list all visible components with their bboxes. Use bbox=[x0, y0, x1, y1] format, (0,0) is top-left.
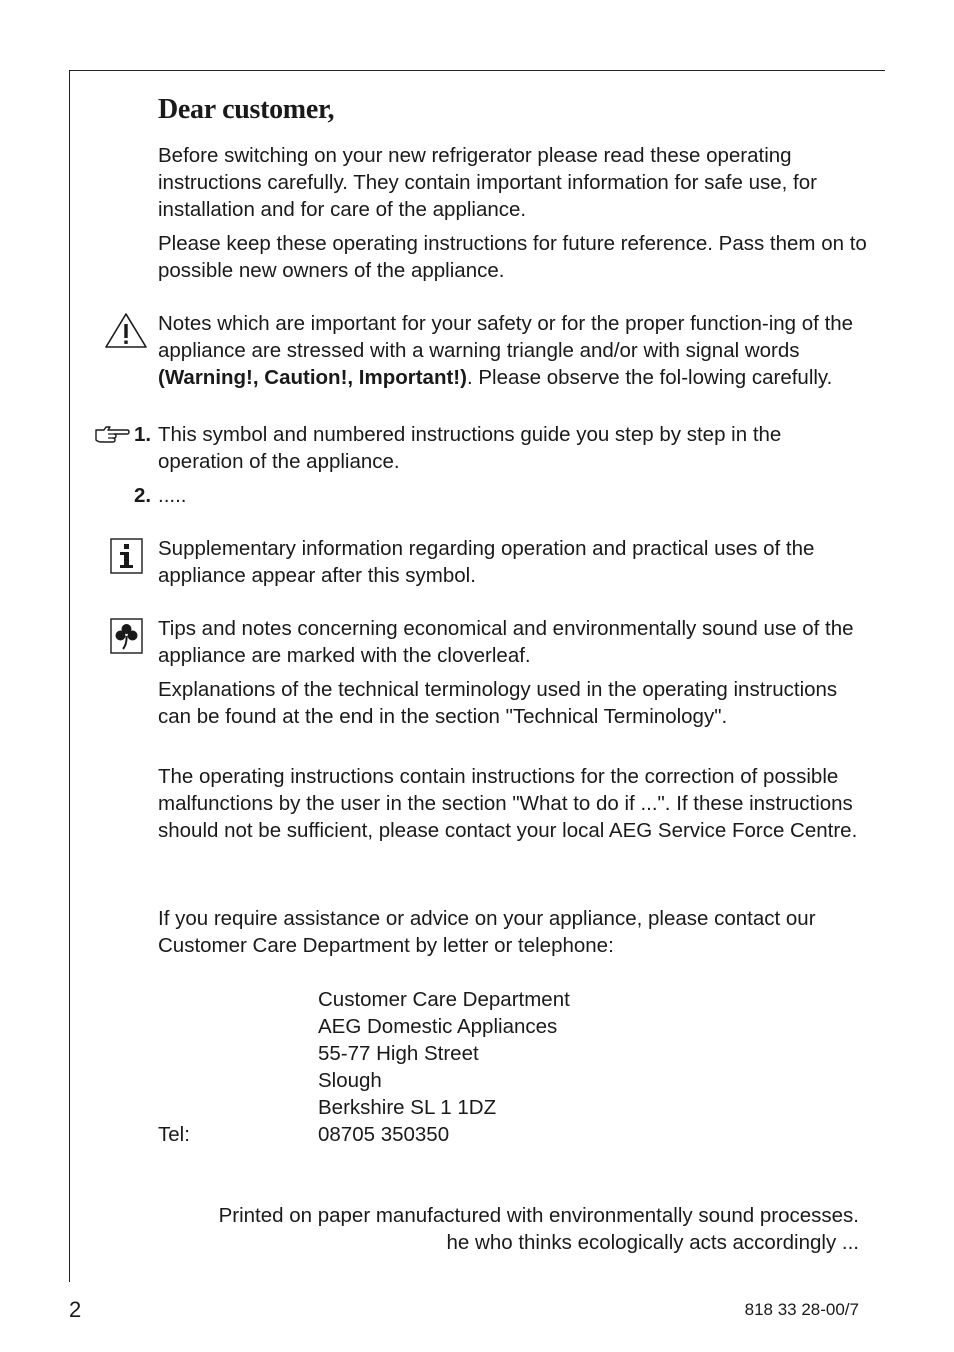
step-1-number: 1. bbox=[134, 423, 152, 446]
tel-label: Tel: bbox=[158, 1123, 190, 1146]
step-1-text: This symbol and numbered instructions guide you step by step in the operation of the appliance. bbox=[158, 423, 782, 473]
intro-paragraph-2: Please keep these operating instructions for future reference. Pass them on to possible new owners of the appliance. bbox=[158, 232, 867, 282]
eco-paragraph: Tips and notes concerning economical and environmentally sound use of the appliance are marked with the cloverleaf. bbox=[158, 617, 854, 667]
document-code: 818 33 28-00/7 bbox=[744, 1300, 859, 1319]
terminology-paragraph: Explanations of the technical terminology used in the operating instructions can be found at the end in the section "Technical Terminology". bbox=[158, 678, 838, 728]
left-rule bbox=[69, 70, 70, 1282]
cloverleaf-icon bbox=[110, 618, 143, 659]
step-2-number: 2. bbox=[134, 484, 152, 507]
address-line-3: 55-77 High Street bbox=[318, 1042, 479, 1065]
intro-paragraph-1: Before switching on your new refrigerator please read these operating instructions carefully. They contain important information for safe use, for installation and for care of the appliance. bbox=[158, 144, 817, 221]
address-line-2: AEG Domestic Appliances bbox=[318, 1015, 558, 1038]
warning-paragraph bbox=[158, 310, 868, 391]
info-paragraph: Supplementary information regarding operation and practical uses of the appliance appear after this symbol. bbox=[158, 537, 815, 587]
assistance-paragraph: If you require assistance or advice on your appliance, please contact our Customer Care Department by letter or telephone: bbox=[158, 907, 816, 957]
signal-words: (Warning!, Caution!, Important!) bbox=[158, 366, 467, 389]
step-2-text: ..... bbox=[158, 484, 187, 507]
info-icon bbox=[110, 538, 143, 579]
page-title: Dear customer, bbox=[158, 94, 335, 125]
warning-text-before: Notes which are important for your safety or for the proper function-ing of the appliance are stressed with a warning triangle and/or with signal words bbox=[158, 312, 854, 362]
address-line-5: Berkshire SL 1 1DZ bbox=[318, 1096, 497, 1119]
tel-number: 08705 350350 bbox=[318, 1123, 450, 1146]
top-rule bbox=[69, 70, 885, 71]
address-line-1: Customer Care Department bbox=[318, 988, 570, 1011]
warning-triangle-icon bbox=[104, 312, 148, 355]
eco-note-line-2: he who thinks ecologically acts accordingly ... bbox=[446, 1231, 859, 1254]
page-number: 2 bbox=[69, 1297, 82, 1322]
pointing-hand-icon bbox=[94, 424, 130, 449]
malfunctions-paragraph: The operating instructions contain instructions for the correction of possible malfunctions by the user in the section "What to do if ...". If these instructions should not be sufficient, please contact your local AEG Service Force Centre. bbox=[158, 765, 858, 842]
eco-note-line-1: Printed on paper manufactured with environmentally sound processes. bbox=[218, 1204, 859, 1227]
warning-text-after: . Please observe the fol-lowing carefully. bbox=[466, 366, 833, 389]
address-line-4: Slough bbox=[318, 1069, 382, 1092]
